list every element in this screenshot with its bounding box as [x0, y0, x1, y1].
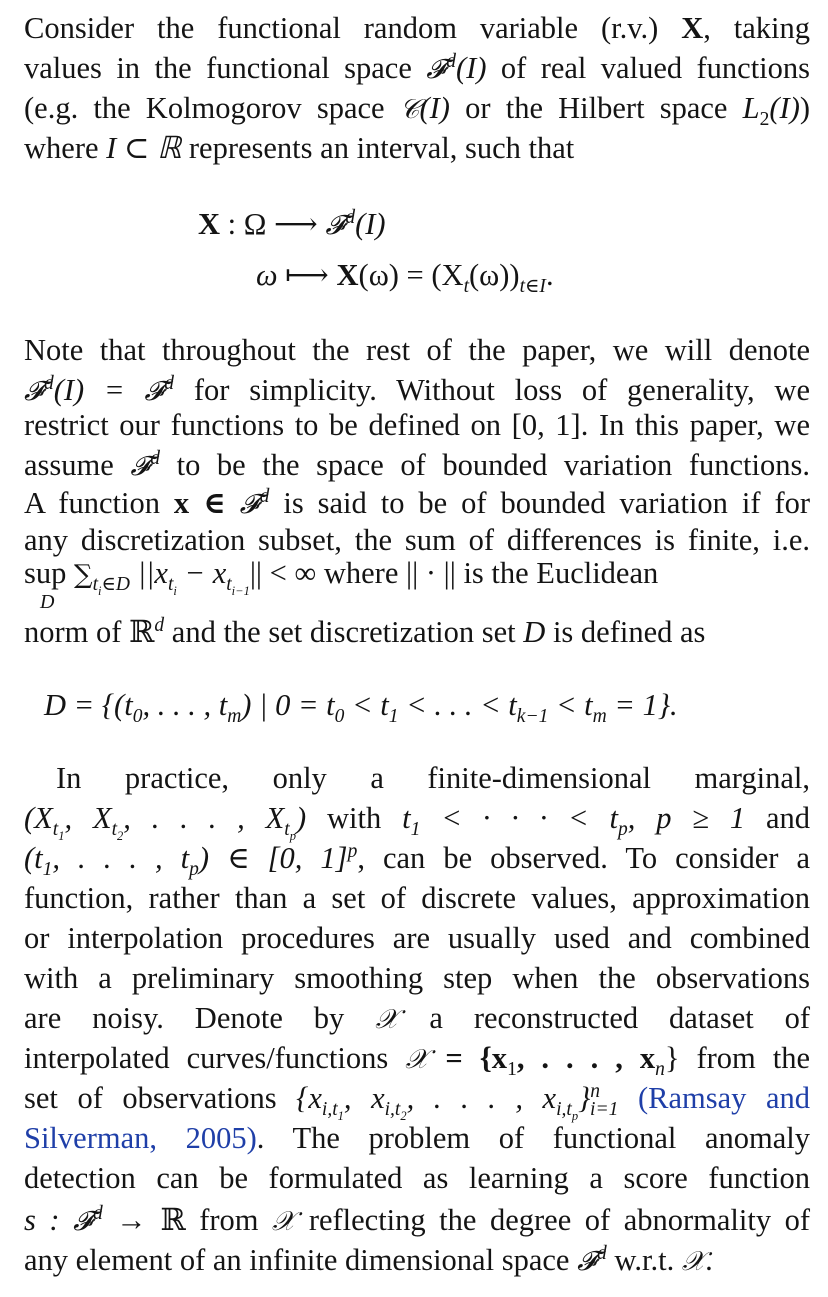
- paragraph-1-line-1: Consider the functional random variable (r.v.) X, taking: [24, 11, 810, 45]
- paragraph-3-line-3: ($t_1$, . . . , $t_p$) ∈ [0, 1]$^p$, can be observed. To consider a: [24, 840, 810, 881]
- paragraph-3-line-6: with a preliminary smoothing step when the observations: [24, 961, 810, 995]
- paragraph-2-line-7: sup $\sum_{t_i\in D}$ $||x_{t_i} - x_{t_{i-1}}||$ < ∞ where || · || is the Euclidean: [24, 556, 659, 598]
- paragraph-3-line-12: s : 𝓕$^d$ → ℝ from 𝒳 reflecting the degree of abnormality of: [24, 1202, 811, 1237]
- paragraph-3-line-13: any element of an infinite dimensional space 𝓕$^d$ w.r.t. 𝒳.: [24, 1242, 713, 1277]
- equation-1-row-2: ω ⟼ $X(\omega) = (X_t(\omega))_{t\in I}$.: [256, 258, 554, 298]
- paragraph-3-line-8: interpolated curves/functions 𝒳 = {$x_1$, . . . , $x_n$} from the: [24, 1041, 811, 1081]
- paragraph-3-line-10: Silverman, 2005). The problem of functional anomaly: [24, 1121, 811, 1155]
- paragraph-3-line-4: function, rather than a set of discrete values, approximation: [24, 881, 810, 915]
- paragraph-2-line-3: restrict our functions to be defined on [0, 1]. In this paper, we: [24, 408, 810, 442]
- paragraph-3-line-1: In practice, only a finite-dimensional marginal,: [56, 761, 810, 795]
- paragraph-3-line-9: set of observations {$x_{i,t_1}$, $x_{i,t_2}$, . . . , $x_{i,t_p}\}^n_{i=1}$ (Ramsay and: [24, 1080, 811, 1123]
- sup-subscript-D: D: [40, 591, 55, 613]
- paragraph-1-line-3: (e.g. the Kolmogorov space 𝒞(I) or the Hilbert space $L_2(I)$): [24, 91, 811, 131]
- paragraph-3-line-5: or interpolation procedures are usually used and combined: [24, 921, 810, 955]
- paragraph-2-line-1: Note that throughout the rest of the paper, we will denote: [24, 333, 810, 367]
- paragraph-2-line-2: 𝓕$^d$(I) = 𝓕$^d$ for simplicity. Without loss of generality, we: [24, 372, 810, 407]
- equation-1-row-1: X : Ω ⟶ 𝓕$^d$(I): [198, 206, 386, 241]
- paragraph-2-line-4: assume 𝓕$^d$ to be the space of bounded variation functions.: [24, 447, 811, 482]
- paragraph-3-line-2: ($X_{t_1}$, $X_{t_2}$, . . . , $X_{t_p}$) with $t_1$ < · · · < $t_p$, p ≥ 1 and: [24, 801, 811, 843]
- equation-2: $D = \{(t_0$, . . . , $t_m$) | $0 = t_0 < t_1$ < . . . < $t_{k-1} < t_m = 1$}.: [44, 688, 678, 728]
- paragraph-2-line-5: A function x ∈ 𝓕$^d$ is said to be of bounded variation if for: [24, 485, 811, 520]
- paragraph-1-line-4: where I ⊂ ℝ represents an interval, such that: [24, 131, 575, 165]
- citation-link-cont[interactable]: Silverman, 2005): [24, 1121, 257, 1155]
- paragraph-2-line-6: any discretization subset, the sum of differences is finite, i.e.: [24, 523, 810, 557]
- paragraph-2-line-8: norm of ℝ$^d$ and the set discretization set D is defined as: [24, 614, 706, 649]
- paragraph-3-line-11: detection can be formulated as learning a score function: [24, 1161, 810, 1195]
- paragraph-3-line-7: are noisy. Denote by 𝒳 a reconstructed dataset of: [24, 1001, 811, 1035]
- paragraph-1-line-2: values in the functional space 𝓕$^d$(I) of real valued functions: [24, 50, 811, 85]
- citation-link[interactable]: (Ramsay and: [637, 1081, 811, 1115]
